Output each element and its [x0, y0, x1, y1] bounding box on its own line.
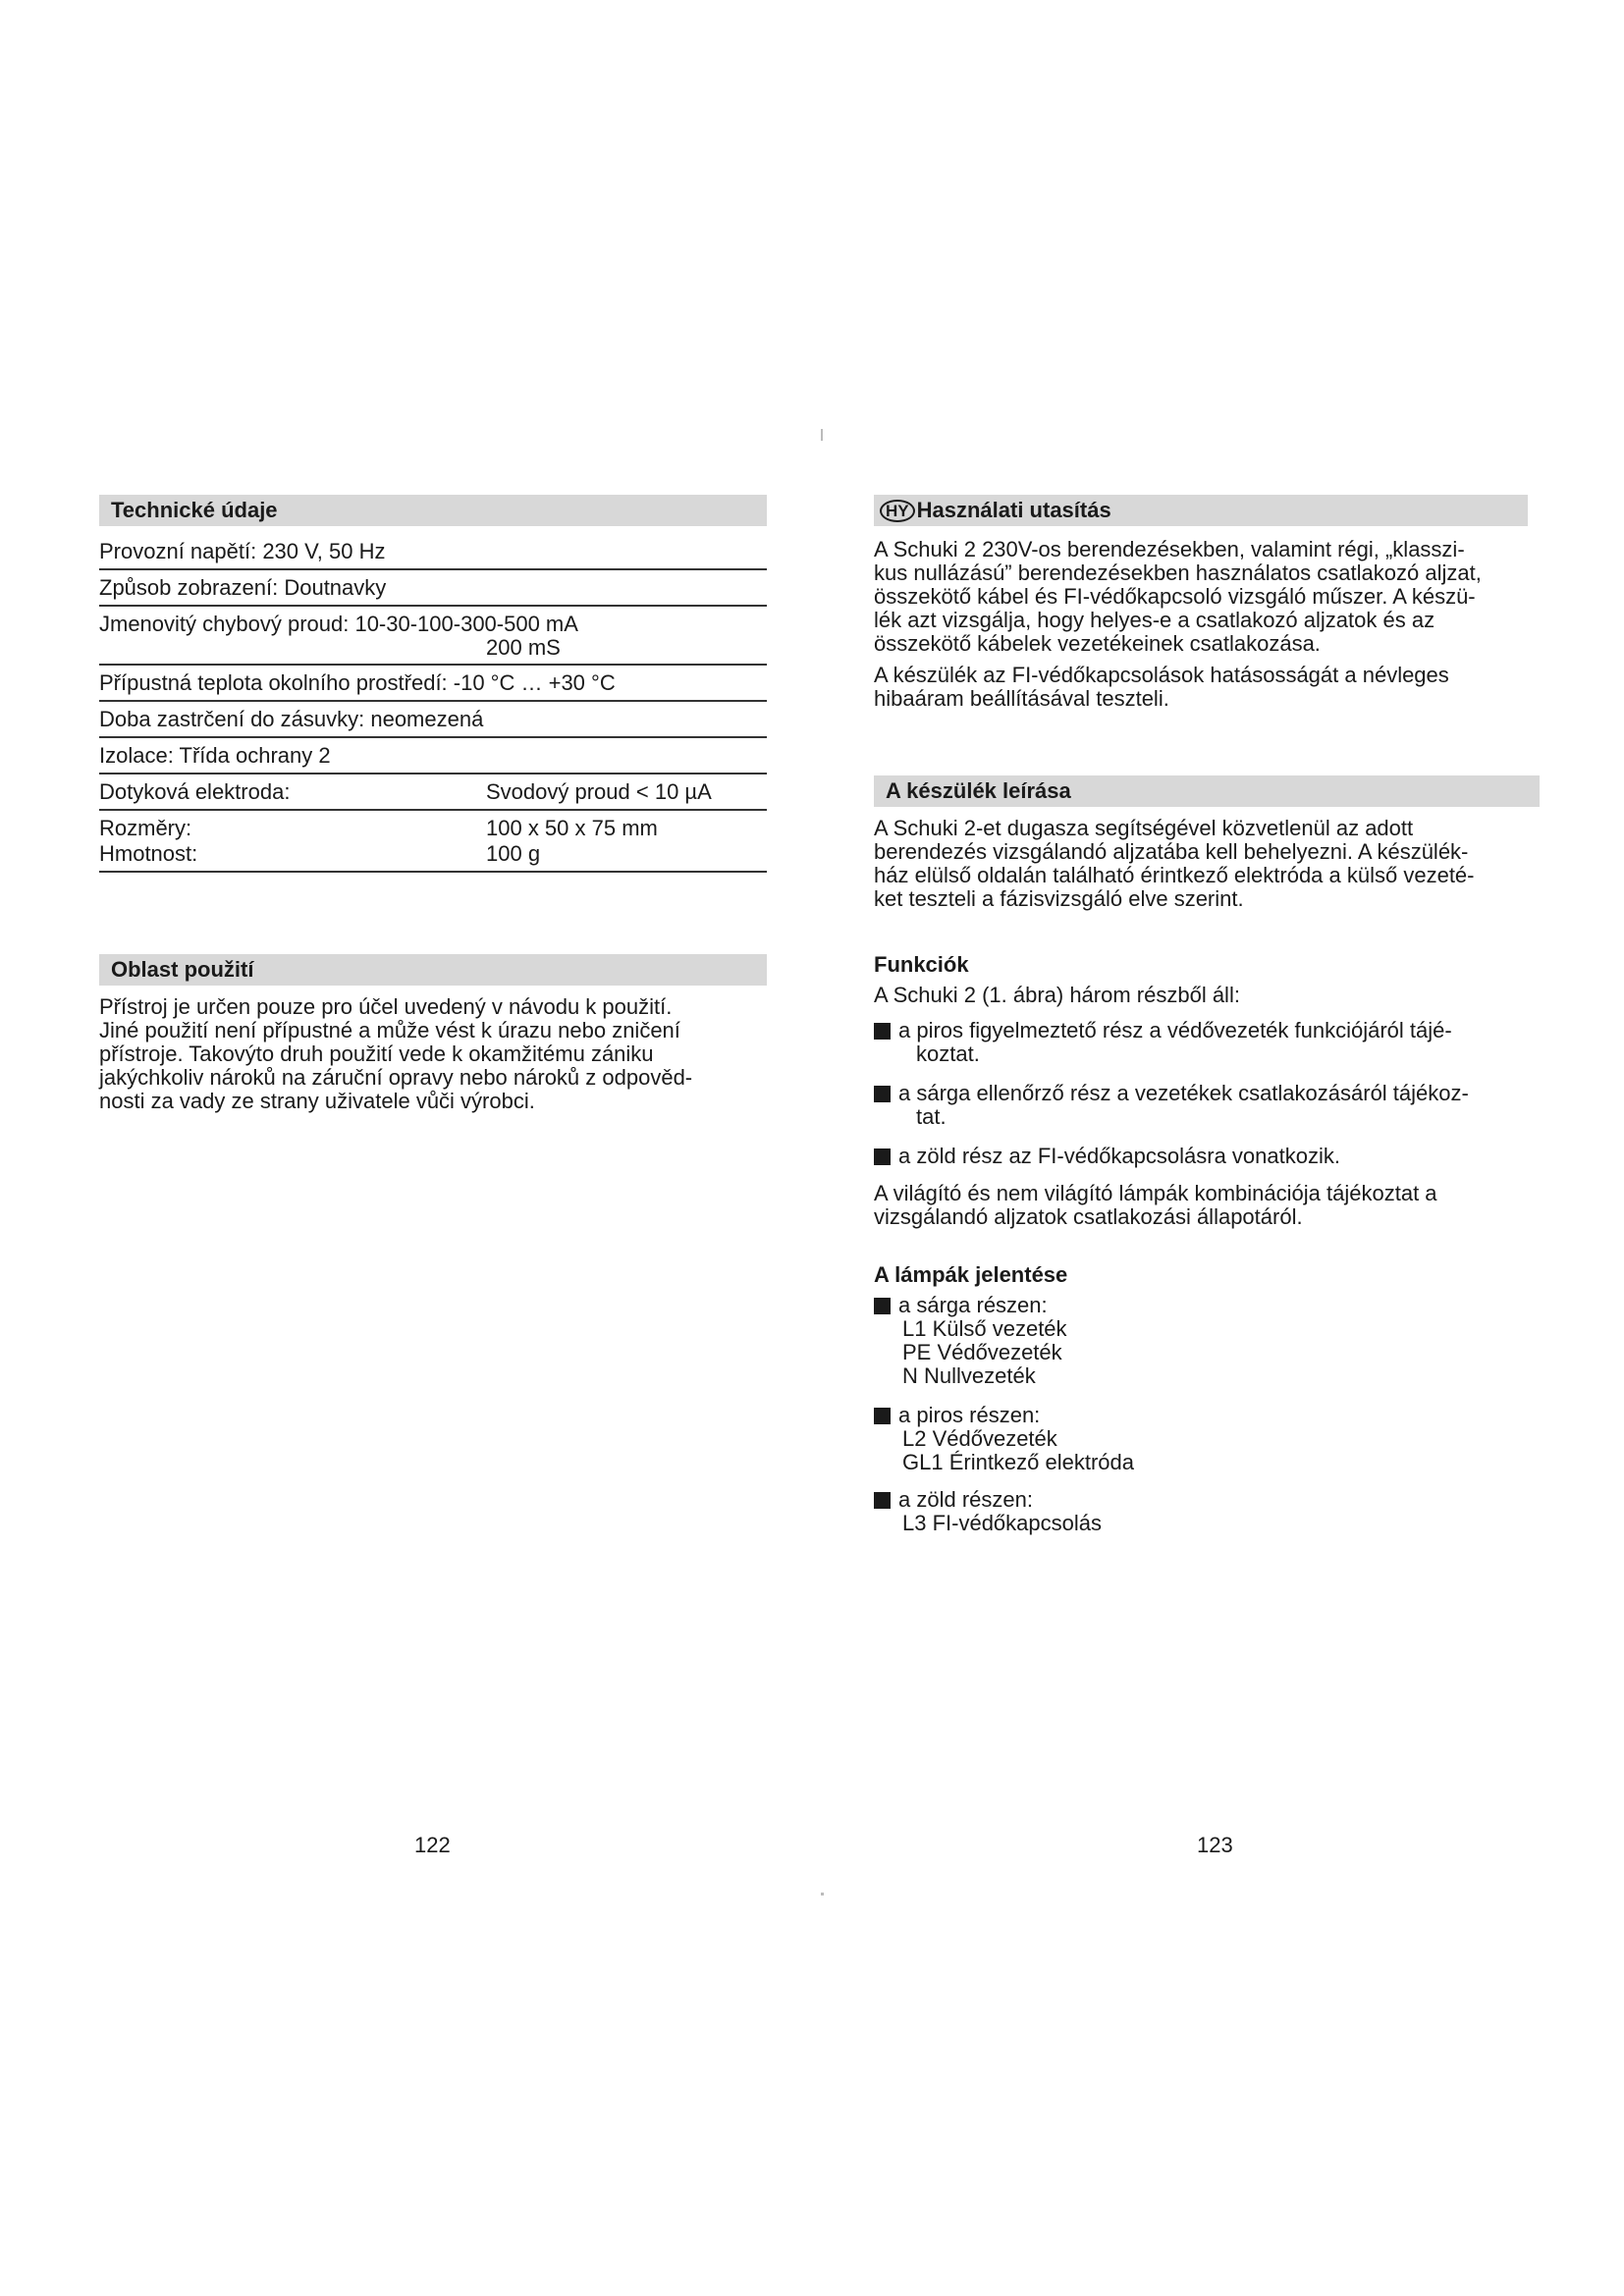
text-line: a piros figyelmeztető rész a védővezeték funkciójáról tájé-: [898, 1018, 1452, 1042]
lamp-group-title: a piros részen:: [898, 1403, 1041, 1427]
spec-row: [99, 534, 767, 570]
text-line: vizsgálandó aljzatok csatlakozási állapotáról.: [874, 1204, 1303, 1229]
spec-row: [99, 702, 767, 738]
usage-paragraph-1: [874, 538, 1540, 656]
text-line: tat.: [916, 1104, 947, 1129]
bullet-square-icon: [874, 1298, 891, 1314]
lamp-item: PE Védővezeték: [902, 1340, 1062, 1364]
bullet-square-icon: [874, 1408, 891, 1424]
spec-value: 100 g: [486, 841, 541, 866]
lamp-group-yellow: [874, 1294, 1540, 1388]
scan-mark-top: [821, 429, 823, 441]
spec-label: Hmotnost:: [99, 841, 198, 866]
text-line: a zöld rész az FI-védőkapcsolásra vonatkozik.: [898, 1144, 1340, 1168]
spec-value: 100 x 50 x 75 mm: [486, 816, 658, 840]
text-line: A Schuki 2-et dugasza segítségével közvetlenül az adott: [874, 816, 1414, 840]
spec-value: Svodový proud < 10 µA: [486, 779, 712, 804]
lamp-item: L1 Külső vezeték: [902, 1316, 1067, 1341]
usage-area-heading: Oblast použití: [99, 954, 767, 986]
device-description-heading: A készülék leírása: [874, 775, 1540, 807]
functions-heading: Funkciók: [874, 952, 969, 977]
lamp-item: L2 Védővezeték: [902, 1426, 1057, 1451]
text-line: A világító és nem világító lámpák kombinációja tájékoztat a: [874, 1181, 1437, 1205]
text-line: Přístroj je určen pouze pro účel uvedený v návodu k použití.: [99, 994, 673, 1019]
spec-row: [99, 738, 767, 774]
text-line: jakýchkoliv nároků na záruční opravy nebo nároků z odpověd-: [99, 1065, 693, 1090]
bullet-square-icon: [874, 1148, 891, 1165]
scan-mark-bottom: [821, 1893, 824, 1896]
text-line: ket teszteli a fázisvizsgáló elve szerint.: [874, 886, 1244, 911]
text-line: a sárga ellenőrző rész a vezetékek csatlakozásáról tájékoz-: [898, 1081, 1469, 1105]
spec-label: Jmenovitý chybový proud: 10-30-100-300-500 mA: [99, 612, 578, 636]
spec-row: [99, 840, 767, 873]
lamps-heading: A lámpák jelentése: [874, 1262, 1068, 1287]
text-line: lék azt vizsgálja, hogy helyes-e a csatlakozó aljzatok és az: [874, 608, 1435, 632]
function-bullet: [874, 1019, 1540, 1066]
usage-instructions-heading: [874, 495, 1528, 526]
spec-sub-value: 200 mS: [486, 635, 561, 660]
spec-row: [99, 811, 767, 840]
usage-paragraph-2: [874, 664, 1540, 711]
text-line: összekötő kábel és FI-védőkapcsoló vizsgáló műszer. A készü-: [874, 584, 1476, 609]
lamp-group-red: [874, 1404, 1540, 1474]
lamp-group-title: a zöld részen:: [898, 1487, 1033, 1512]
language-badge: HY: [880, 500, 915, 522]
spec-label: Rozměry:: [99, 816, 192, 840]
heading-text: Használati utasítás: [916, 498, 1111, 522]
device-description-paragraph: [874, 817, 1540, 911]
text-line: berendezés vizsgálandó aljzatába kell behelyezni. A készülék-: [874, 839, 1469, 864]
left-page: [99, 495, 767, 1869]
spec-label: Doba zastrčení do zásuvky: neomezená: [99, 707, 484, 731]
text-line: kus nullázású” berendezésekben használatos csatlakozó aljzat,: [874, 561, 1482, 585]
text-line: A készülék az FI-védőkapcsolások hatásosságát a névleges: [874, 663, 1449, 687]
spec-label: Izolace: Třída ochrany 2: [99, 743, 331, 768]
text-line: ház elülső oldalán található érintkező elektróda a külső vezeté-: [874, 863, 1475, 887]
spec-row: [99, 607, 767, 666]
lamp-item: GL1 Érintkező elektróda: [902, 1450, 1135, 1474]
text-line: Jiné použití není přípustné a může vést k úrazu nebo zničení: [99, 1018, 680, 1042]
text-line: koztat.: [916, 1041, 980, 1066]
lamp-item: L3 FI-védőkapcsolás: [902, 1511, 1102, 1535]
spec-row: [99, 570, 767, 607]
spec-label: Přípustná teplota okolního prostředí: -10 °C … +30 °C: [99, 670, 616, 695]
page-number-right: 123: [1197, 1833, 1233, 1857]
text-line: nosti za vady ze strany uživatele vůči výrobci.: [99, 1089, 535, 1113]
bullet-square-icon: [874, 1023, 891, 1040]
functions-intro: A Schuki 2 (1. ábra) három részből áll:: [874, 983, 1240, 1007]
function-bullet: [874, 1082, 1540, 1129]
right-page: [874, 495, 1540, 1869]
text-line: hibaáram beállításával teszteli.: [874, 686, 1169, 711]
bullet-square-icon: [874, 1492, 891, 1509]
functions-outro: [874, 1182, 1540, 1229]
text-line: A Schuki 2 230V-os berendezésekben, valamint régi, „klasszi-: [874, 537, 1465, 561]
spec-label: Dotyková elektroda:: [99, 779, 291, 804]
text-line: összekötő kábelek vezetékeinek csatlakozása.: [874, 631, 1321, 656]
function-bullet: [874, 1145, 1540, 1168]
spec-label: Provozní napětí: 230 V, 50 Hz: [99, 539, 386, 563]
page-number-left: 122: [414, 1833, 451, 1857]
spec-row: [99, 774, 767, 811]
spec-label: Způsob zobrazení: Doutnavky: [99, 575, 387, 600]
lamp-group-green: [874, 1488, 1540, 1535]
spec-row: [99, 666, 767, 702]
tech-data-heading: Technické údaje: [99, 495, 767, 526]
spec-table: [99, 534, 767, 873]
lamp-group-title: a sárga részen:: [898, 1293, 1048, 1317]
bullet-square-icon: [874, 1086, 891, 1102]
lamp-item: N Nullvezeték: [902, 1363, 1036, 1388]
usage-area-paragraph: [99, 995, 767, 1113]
text-line: přístroje. Takovýto druh použití vede k okamžitému zániku: [99, 1041, 654, 1066]
